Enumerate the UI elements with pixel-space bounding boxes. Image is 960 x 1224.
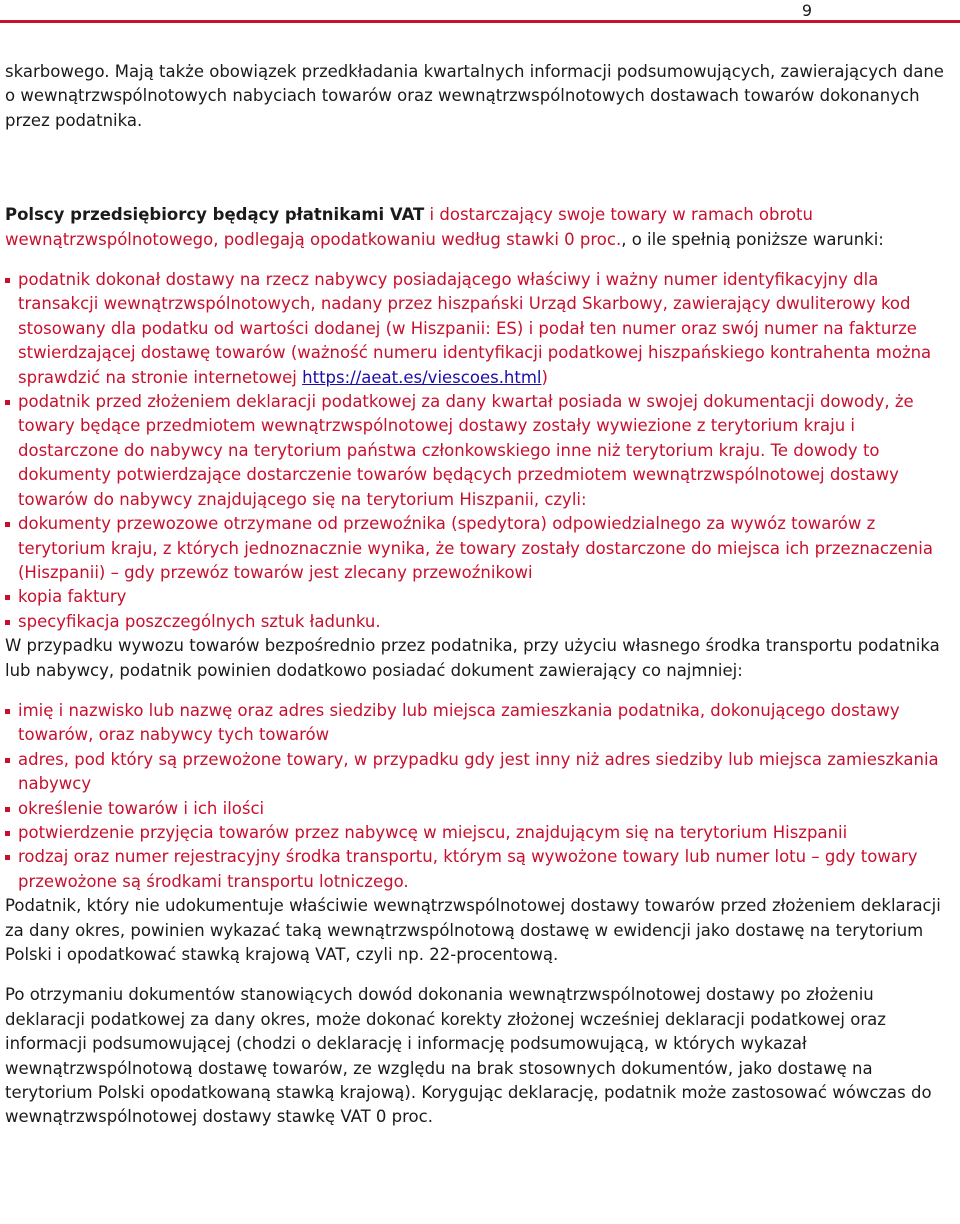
list-item: kopia faktury [5,585,955,609]
list-item: specyfikacja poszczególnych sztuk ładunku. [5,610,955,634]
bold-heading-text: Polscy przedsiębiorcy będący płatnikami VAT [5,205,425,225]
paragraph-correction: Po otrzymaniu dokumentów stanowiących dowód dokonania wewnątrzwspólnotowej dostawy po złożeniu deklaracji podatkowej za dany okres, może dokonać korekty złożonej wcześniej deklaracji podatkowej oraz informacji podsumowującej (chodzi o deklarację i informację podsumowującą, w których wykazał wewnątrzwspólnotową dostawę towarów, ze względu na brak stosownych dokumentów, jako dostawę na terytorium Polski opodatkowaną stawką krajową). Korygując deklarację, podatnik może zastosować wówczas do wewnątrzwspólnotowej dostawy stawkę VAT 0 proc. [5,985,932,1127]
list-item: określenie towarów i ich ilości [5,797,955,821]
plain-text: , o ile spełnią poniższe warunki: [621,229,884,249]
list-item: adres, pod który są przewożone towary, w przypadku gdy jest inny niż adres siedziby lub miejsca zamieszkania nabywcy [5,748,955,797]
aeat-link[interactable]: https://aeat.es/viescoes.html [302,367,542,387]
document-requirements-list [5,699,955,894]
paragraph-undocumented: Podatnik, który nie udokumentuje właściwie wewnątrzwspólnotowej dostawy towarów przed złożeniem deklaracji za dany okres, powinien wykazać taką wewnątrzwspólnotową dostawę w ewidencji jako dostawę na terytorium Polski i opodatkować stawką krajową VAT, czyli np. 22-procentową. [5,896,941,964]
list-item: imię i nazwisko lub nazwę oraz adres siedziby lub miejsca zamieszkania podatnika, dokonującego dostawy towarów, oraz nabywcy tych towarów [5,699,955,748]
red-text: i dostarczający swoje towary w ramach obrotu wewnątrzwspólnotowego, podlegają opodatkowaniu według stawki 0 proc. [5,205,813,249]
paragraph-intro: skarbowego. Mają także obowiązek przedkładania kwartalnych informacji podsumowujących, zawierających dane o wewnątrzwspólnotowych nabyciach towarów oraz wewnątrzwspólnotowych dostawach towarów dokonanych przez podatnika. [5,62,944,130]
list-item: potwierdzenie przyjęcia towarów przez nabywcę w miejscu, znajdującym się na terytorium Hiszpanii [5,821,955,845]
conditions-list [5,268,955,634]
page-number: 9 [801,1,812,20]
list-item: podatnik przed złożeniem deklaracji podatkowej za dany kwartał posiada w swojej dokumentacji dowody, że towary będące przedmiotem wewnątrzwspólnotowej dostawy zostały wywiezione z terytorium kraju i dostarczone do nabywcy na terytorium państwa członkowskiego inne niż terytorium kraju. Te dowody to dokumenty potwierdzające dostarczenie towarów będących przedmiotem wewnątrzwspólnotowej dostawy towarów do nabywcy znajdującego się na terytorium Hiszpanii, czyli: [5,390,955,512]
paragraph-conditions-intro [5,203,955,252]
document-body [5,60,955,1146]
paragraph-own-transport: W przypadku wywozu towarów bezpośrednio przez podatnika, przy użyciu własnego środka transportu podatnika lub nabywcy, podatnik powinien dodatkowo posiadać dokument zawierający co najmniej: [5,636,940,680]
list-item: podatnik dokonał dostawy na rzecz nabywcy posiadającego właściwy i ważny numer identyfikacyjny dla transakcji wewnątrzwspólnotowych, nadany przez hiszpański Urząd Skarbowy, zawierający dwuliterowy kod stosowany dla podatku od wartości dodanej (w Hiszpanii: ES) i podał ten numer oraz swój numer na fakturze stwierdzającej dostawę towarów (ważność numeru identyfikacji podatkowej hiszpańskiego kontrahenta można sprawdzić na stronie internetowej https://aeat.es/viescoes.html) [5,268,955,390]
list-item: dokumenty przewozowe otrzymane od przewoźnika (spedytora) odpowiedzialnego za wywóz towarów z terytorium kraju, z których jednoznacznie wynika, że towary zostały dostarczone do miejsca ich przeznaczenia (Hiszpanii) – gdy przewóz towarów jest zlecany przewoźnikowi [5,512,955,585]
list-item: rodzaj oraz numer rejestracyjny środka transportu, którym są wywożone towary lub numer lotu – gdy towary przewożone są środkami transportu lotniczego. [5,845,955,894]
page-header [0,0,960,23]
